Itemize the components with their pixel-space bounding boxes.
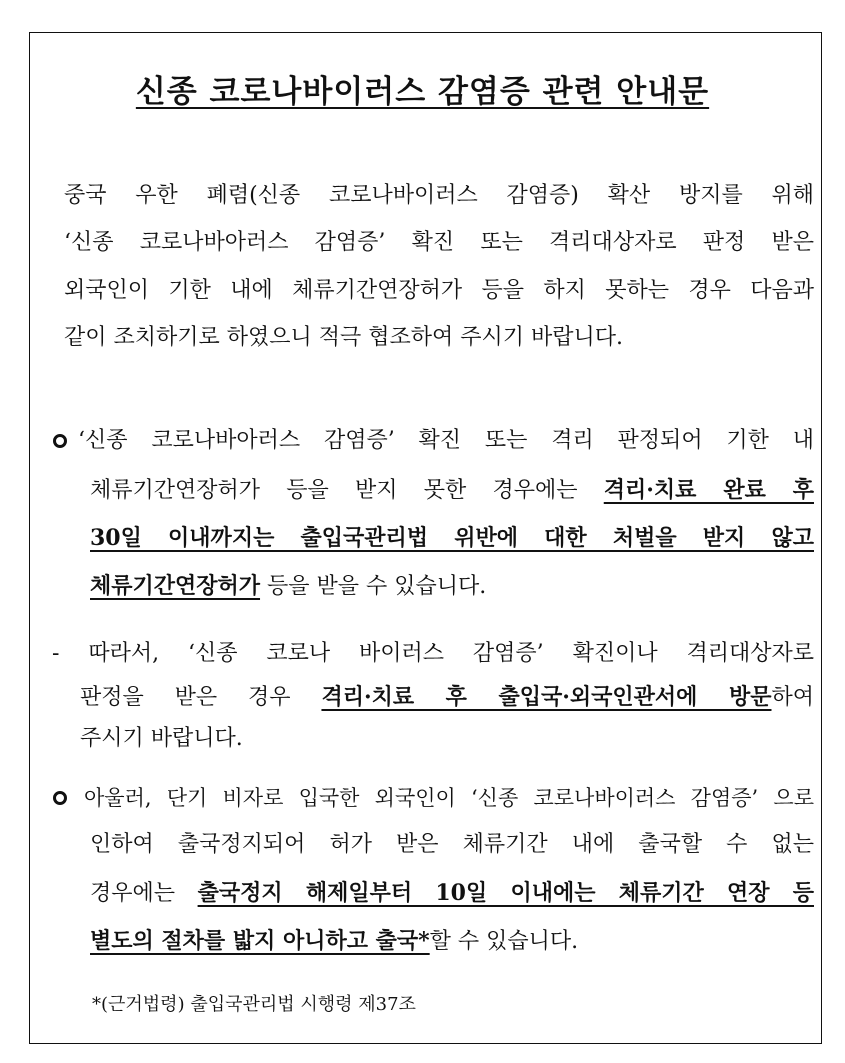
section2-line-4-text: 할 수 있습니다.	[429, 929, 579, 954]
note-line-2-text: 판정을 받은 경우	[80, 685, 322, 710]
intro-line-3: 외국인이 기한 내에 체류기간연장허가 등을 하지 못하는 경우 다음과	[64, 278, 814, 303]
section2-emphasis-2: 별도의 절차를 밟지 아니하고 출국*	[90, 928, 430, 954]
footnote: *(근거법령) 출입국관리법 시행령 제37조	[92, 994, 416, 1015]
section1-line-3: 30일 이내까지는 출입국관리법 위반에 대한 처벌을 받지 않고	[90, 525, 814, 551]
section1-emphasis-2: 체류기간연장허가	[90, 573, 261, 599]
section2-line-4	[90, 927, 578, 956]
section2-line-2: 인하여 출국정지되어 허가 받은 체류기간 내에 출국할 수 없는	[90, 832, 814, 857]
note-emphasis: 격리·치료 후 출입국·외국인관서에 방문	[321, 684, 772, 710]
note-line-1: - 따라서, ‘신종 코로나 바이러스 감염증’ 확진이나 격리대상자로	[52, 641, 814, 666]
section2-emphasis-1: 출국정지 해제일부터 10일 이내에는 체류기간 연장 등	[197, 880, 814, 906]
bullet-circle-icon	[53, 791, 67, 805]
section1-line-4	[90, 572, 486, 601]
section2-line-3-text: 경우에는	[90, 881, 198, 906]
section1-emphasis-1: 격리·치료 완료 후	[603, 477, 814, 503]
section1-line-4-text: 등을 받을 수 있습니다.	[260, 574, 487, 599]
intro-line-2: ‘신종 코로나바아러스 감염증’ 확진 또는 격리대상자로 판정 받은	[64, 230, 814, 255]
note-line-2-end: 하여	[771, 685, 814, 710]
section1-line-2-text: 체류기간연장허가 등을 받지 못한 경우에는	[90, 478, 604, 503]
intro-line-1: 중국 우한 폐렴(신종 코로나바이러스 감염증) 확산 방지를 위해	[64, 183, 814, 208]
section2-line-3	[90, 879, 814, 908]
note-line-3: 주시기 바랍니다.	[80, 726, 243, 751]
section2-line-1: 아울러, 단기 비자로 입국한 외국인이 ‘신종 코로나바이러스 감염증’ 으로	[84, 786, 814, 810]
note-line-2	[80, 683, 814, 712]
section1-line-1: ‘신종 코로나바아러스 감염증’ 확진 또는 격리 판정되어 기한 내	[78, 428, 814, 453]
bullet-circle-icon	[53, 434, 67, 448]
section1-line-2	[90, 476, 814, 505]
document-title: 신종 코로나바이러스 감염증 관련 안내문	[135, 74, 710, 110]
intro-line-4: 같이 조치하기로 하였으니 적극 협조하여 주시기 바랍니다.	[64, 325, 624, 350]
